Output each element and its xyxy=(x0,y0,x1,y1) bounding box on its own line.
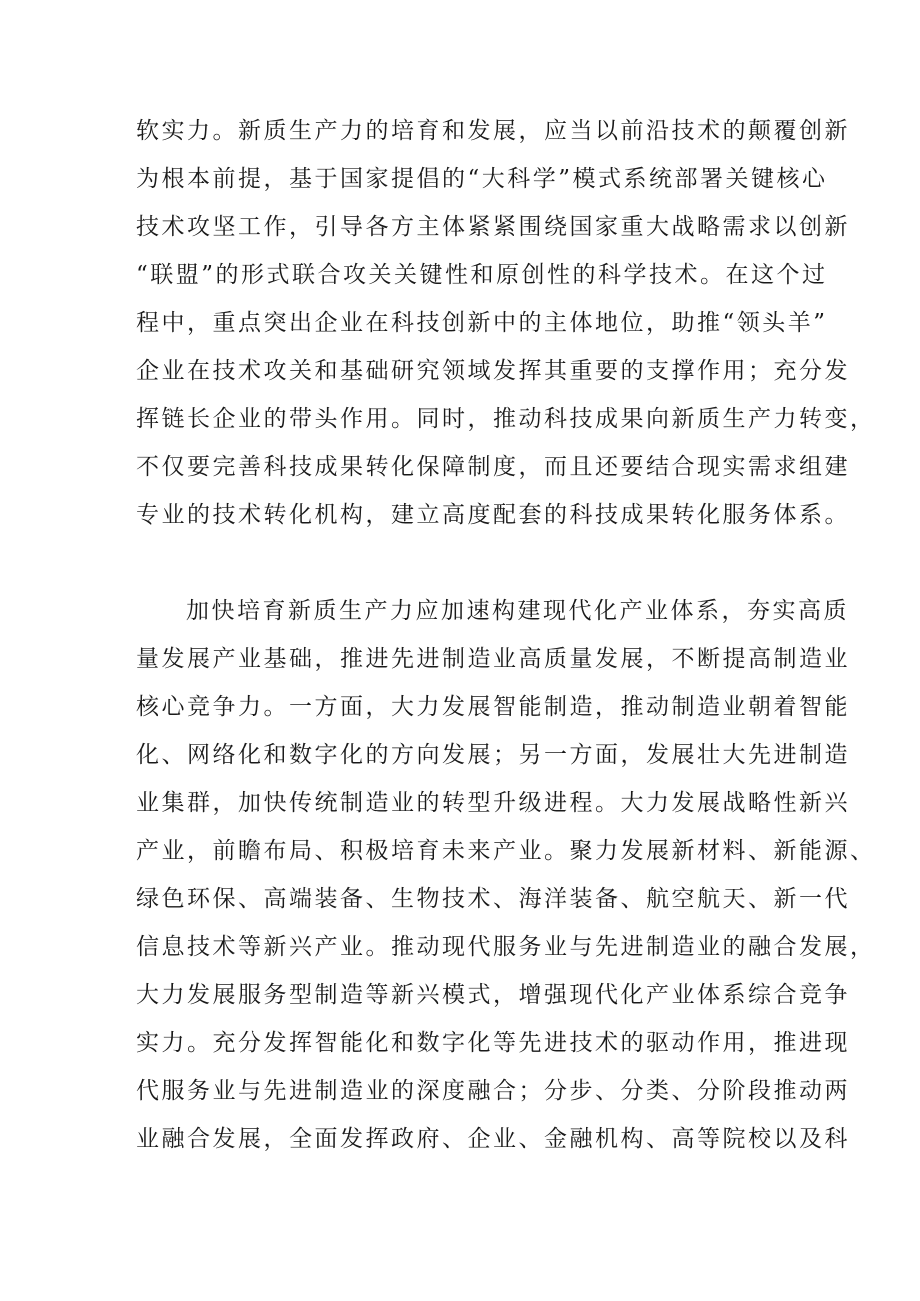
text-line: 业融合发展，全面发挥政府、企业、金融机构、高等院校以及科 xyxy=(136,1126,850,1152)
text-line: 加快培育新质生产力应加速构建现代化产业体系，夯实高质 xyxy=(186,598,849,624)
text-line: 专业的技术转化机构，建立高度配套的科技成果转化服务体系。 xyxy=(136,502,850,528)
text-line: 业集群，加快传统制造业的转型升级进程。大力发展战略性新兴 xyxy=(136,790,850,816)
text-line: 信息技术等新兴产业。推动现代服务业与先进制造业的融合发展， xyxy=(136,934,876,960)
text-line: 代服务业与先进制造业的深度融合；分步、分类、分阶段推动两 xyxy=(136,1078,850,1104)
text-line: 化、网络化和数字化的方向发展；另一方面，发展壮大先进制造 xyxy=(136,742,850,768)
text-line: 不仅要完善科技成果转化保障制度，而且还要结合现实需求组建 xyxy=(136,454,850,480)
text-line: 挥链长企业的带头作用。同时，推动科技成果向新质生产力转变， xyxy=(136,406,876,432)
text-line: 技术攻坚工作，引导各方主体紧紧围绕国家重大战略需求以创新 xyxy=(136,214,850,240)
text-line: 企业在技术攻关和基础研究领域发挥其重要的支撑作用；充分发 xyxy=(136,358,850,384)
text-line: 程中，重点突出企业在科技创新中的主体地位，助推“领头羊” xyxy=(136,310,828,336)
text-line: 产业，前瞻布局、积极培育未来产业。聚力发展新材料、新能源、 xyxy=(136,838,876,864)
text-line: 绿色环保、高端装备、生物技术、海洋装备、航空航天、新一代 xyxy=(136,886,850,912)
text-line: 大力发展服务型制造等新兴模式，增强现代化产业体系综合竞争 xyxy=(136,982,850,1008)
text-line: 为根本前提，基于国家提倡的“大科学”模式系统部署关键核心 xyxy=(136,166,828,192)
text-line: 量发展产业基础，推进先进制造业高质量发展，不断提高制造业 xyxy=(136,646,850,672)
text-line: 核心竞争力。一方面，大力发展智能制造，推动制造业朝着智能 xyxy=(136,694,850,720)
text-line: 软实力。新质生产力的培育和发展，应当以前沿技术的颠覆创新 xyxy=(136,118,850,144)
text-line: “联盟”的形式联合攻关关键性和原创性的科学技术。在这个过 xyxy=(136,262,828,288)
text-line: 实力。充分发挥智能化和数字化等先进技术的驱动作用，推进现 xyxy=(136,1030,850,1056)
